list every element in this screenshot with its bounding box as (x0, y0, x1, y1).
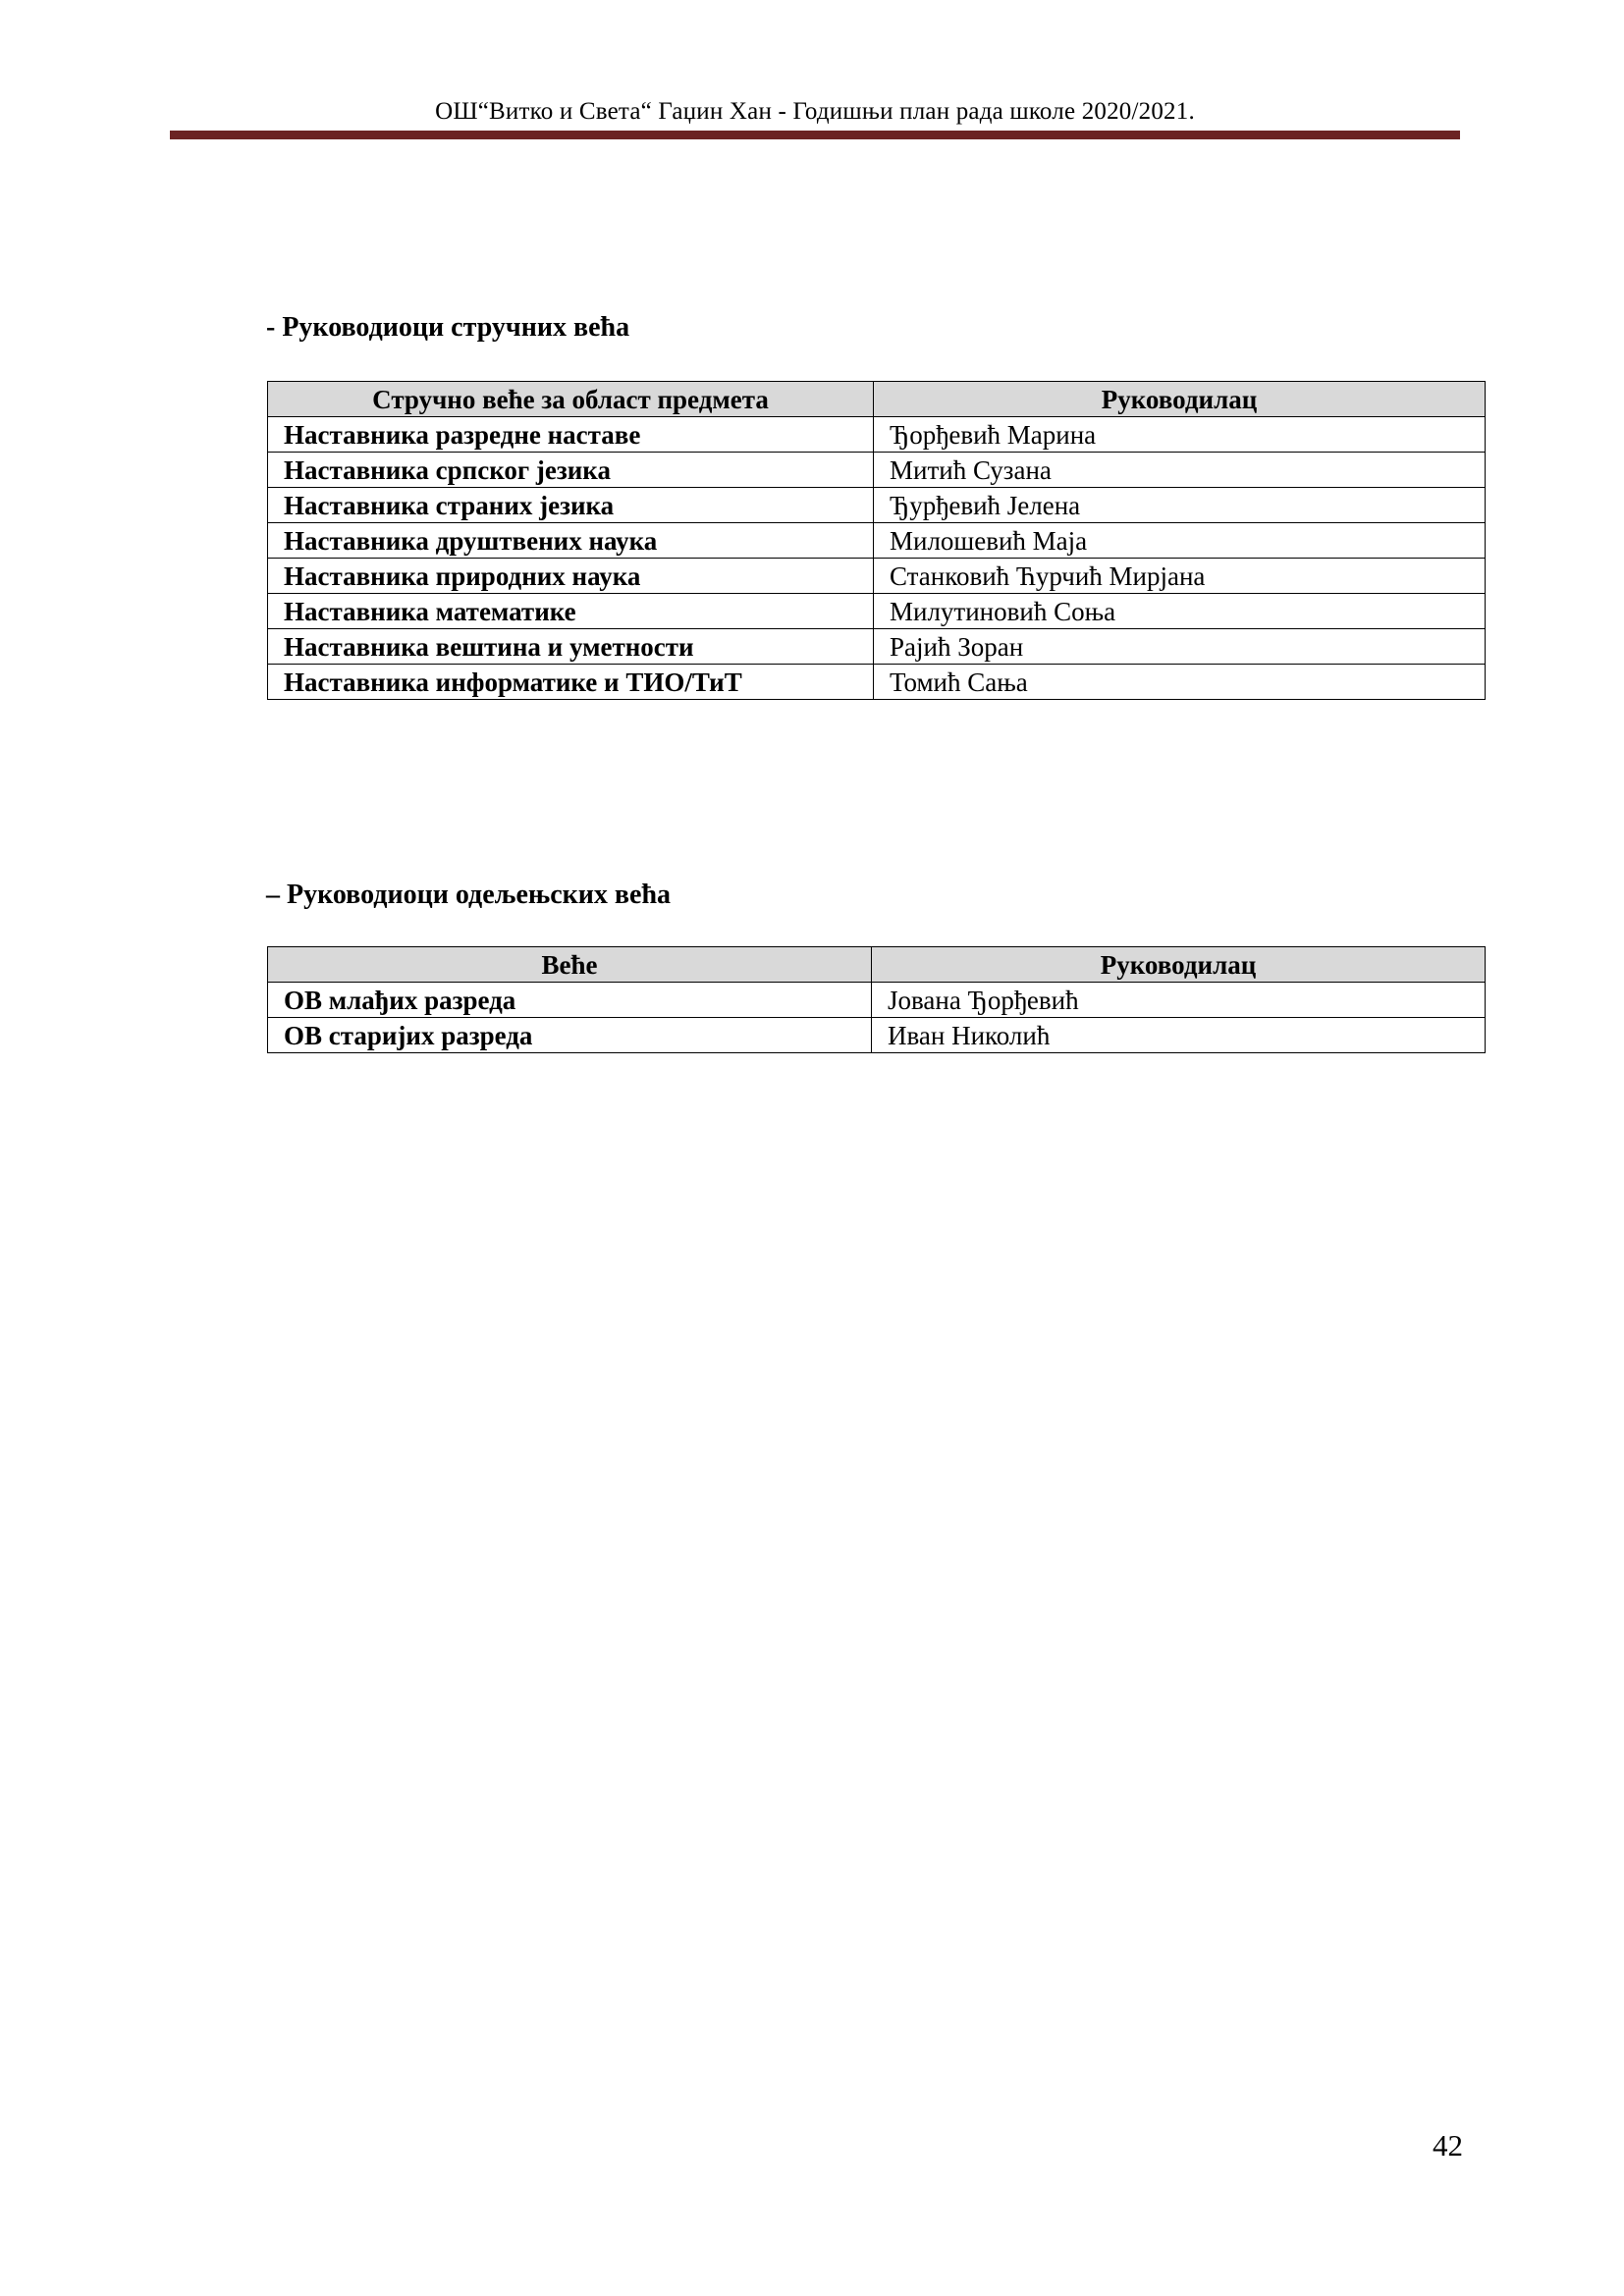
table-row (268, 594, 1486, 629)
council-name: ОВ старијих разреда (268, 1018, 872, 1053)
page-header: ОШ“Витко и Света“ Гаџин Хан - Годишњи план рада школе 2020/2021. (435, 98, 1195, 125)
council-leader: Милутиновић Соња (874, 594, 1486, 629)
council-name: Наставника природних наука (268, 559, 874, 594)
council-leader: Ђорђевић Марина (874, 417, 1486, 453)
header-rule (170, 131, 1460, 139)
council-name: Наставника вештина и уметности (268, 629, 874, 665)
council-name: Наставника српског језика (268, 453, 874, 488)
table-row (268, 629, 1486, 665)
section-heading-expert-councils: - Руководиоци стручних већа (266, 312, 630, 343)
table-row (268, 523, 1486, 559)
council-leader: Јована Ђорђевић (872, 983, 1486, 1018)
council-name: Наставника страних језика (268, 488, 874, 523)
class-councils-table (267, 946, 1486, 1053)
council-leader: Томић Сања (874, 665, 1486, 700)
council-name: Наставника разредне наставе (268, 417, 874, 453)
table-row (268, 1018, 1486, 1053)
expert-councils-table (267, 381, 1486, 700)
table-row (268, 488, 1486, 523)
table-row (268, 453, 1486, 488)
council-leader: Станковић Ћурчић Мирјана (874, 559, 1486, 594)
council-leader: Ђурђевић Јелена (874, 488, 1486, 523)
table-row (268, 417, 1486, 453)
page-number: 42 (1433, 2128, 1463, 2163)
column-header-leader: Руководилац (874, 382, 1486, 417)
column-header-subject-area: Стручно веће за област предмета (268, 382, 874, 417)
table-row (268, 559, 1486, 594)
council-leader: Иван Николић (872, 1018, 1486, 1053)
section-heading-class-councils: – Руководиоци одељењских већа (266, 880, 672, 910)
council-name: ОВ млађих разреда (268, 983, 872, 1018)
council-leader: Рајић Зоран (874, 629, 1486, 665)
council-name: Наставника математике (268, 594, 874, 629)
council-name: Наставника информатике и ТИО/ТиТ (268, 665, 874, 700)
council-leader: Митић Сузана (874, 453, 1486, 488)
council-leader: Милошевић Маја (874, 523, 1486, 559)
column-header-leader: Руководилац (872, 947, 1486, 983)
column-header-council: Веће (268, 947, 872, 983)
table-row (268, 665, 1486, 700)
table-header-row (268, 947, 1486, 983)
council-name: Наставника друштвених наука (268, 523, 874, 559)
table-header-row (268, 382, 1486, 417)
table-row (268, 983, 1486, 1018)
